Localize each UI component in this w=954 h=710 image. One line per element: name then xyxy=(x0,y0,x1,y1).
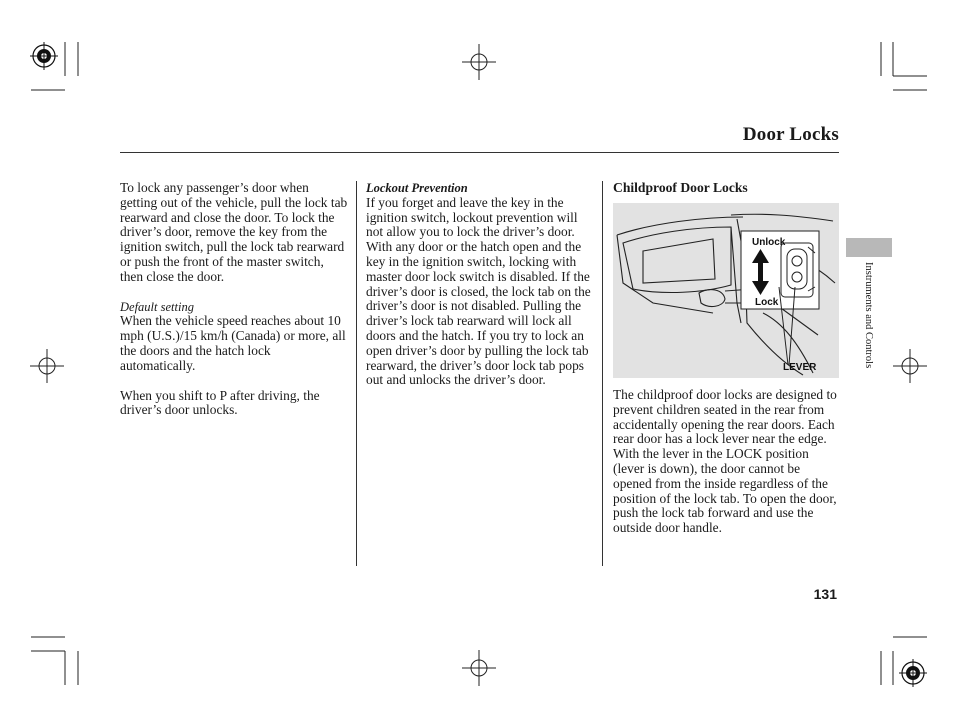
title-rule xyxy=(120,152,839,153)
paragraph-auto-unlock: When you shift to P after driving, the driver’s door unlocks. xyxy=(120,387,320,418)
sunburst-mark-bottom-right xyxy=(899,659,927,687)
figure-label-lever: LEVER xyxy=(783,362,817,373)
section-tab xyxy=(846,238,892,257)
childproof-lock-illustration xyxy=(613,203,839,378)
figure-label-lock: Lock xyxy=(755,297,779,308)
column-3-body xyxy=(613,388,839,536)
paragraph-lockout-prevention: If you forget and leave the key in the ignition switch, lockout prevention will not allow you to lock the driver’s door. With any door or the hatch open and the key in the ignition switch, locking with master door lock switch is disabled. If the driver’s door is closed, the lock tab on the driver’s door is not disabled. Pulling the driver’s lock tab rearward will lock all doors and the hatch. If you try to lock an open driver’s door by pulling the lock tab rearward, the driver’s door lock tab pops out and unlocks the driver’s door. xyxy=(366,194,591,388)
column-divider-1 xyxy=(356,181,357,566)
paragraph-childproof: The childproof door locks are designed to prevent children seated in the rear from accidentally opening the rear doors. Each rear door has a lock lever near the edge. With the lever in the LOCK position (lever is down), the door cannot be opened from the inside regardless of the position of the lock tab. To open the door, push the lock tab forward and use the outside door handle. xyxy=(613,387,837,536)
paragraph-passenger-lock: To lock any passenger’s door when getting out of the vehicle, pull the lock tab rearward and close the door. To lock the driver’s door, remove the key from the ignition switch, pull the lock tab rearward or push the front of the master switch, then close the door. xyxy=(120,180,348,284)
page-number: 131 xyxy=(813,586,837,602)
figure-label-unlock: Unlock xyxy=(752,237,786,248)
column-3 xyxy=(613,181,839,196)
column-1 xyxy=(120,181,348,418)
page-title: Door Locks xyxy=(742,124,839,145)
heading-childproof: Childproof Door Locks xyxy=(613,180,748,195)
label-lockout-prevention: Lockout Prevention xyxy=(366,181,468,195)
column-2 xyxy=(366,181,595,388)
label-default-setting: Default setting xyxy=(120,299,194,314)
section-tab-label: Instruments and Controls xyxy=(863,262,874,369)
door-lever-drawing xyxy=(613,203,839,378)
paragraph-auto-lock: When the vehicle speed reaches about 10 mph (U.S.)/15 km/h (Canada) or more, all the doors and the hatch lock automatically. xyxy=(120,313,346,373)
sunburst-mark-top-left xyxy=(30,42,58,70)
column-divider-2 xyxy=(602,181,603,566)
